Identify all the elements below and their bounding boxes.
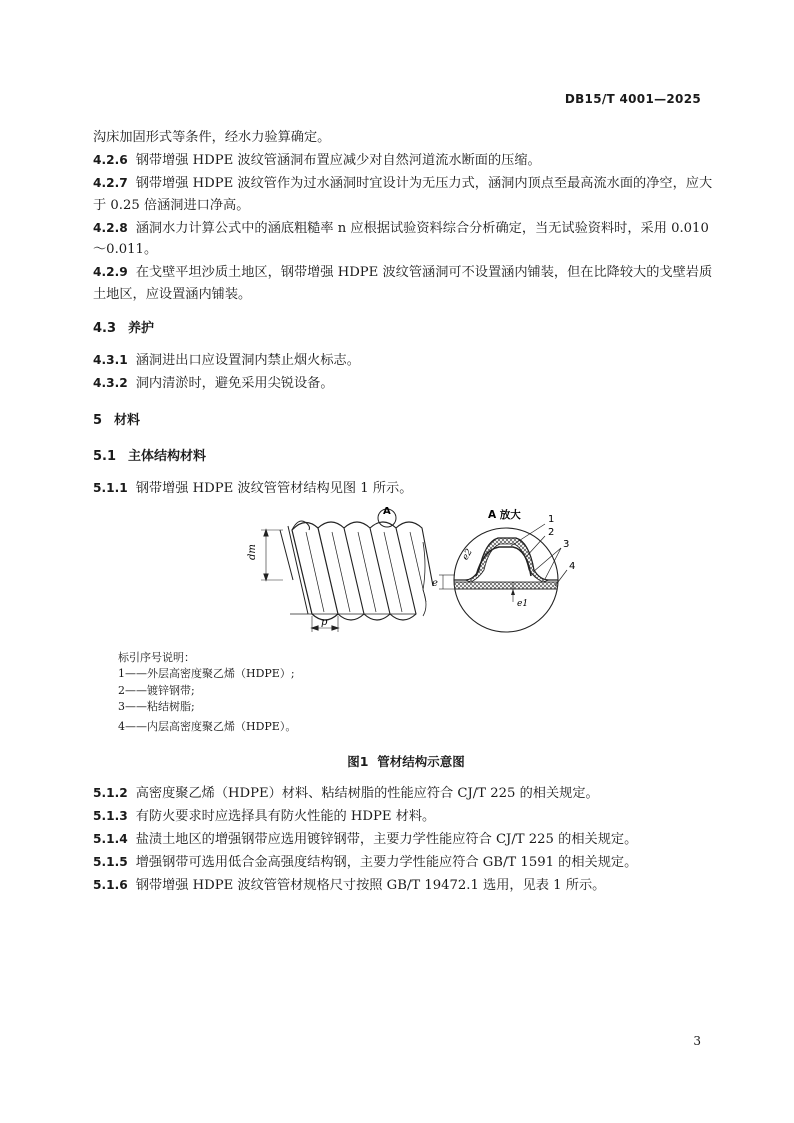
legend-item: 2——镀锌钢带; xyxy=(118,683,195,697)
label-p: p xyxy=(321,616,328,628)
legend-item: 3——粘结树脂; xyxy=(118,700,195,713)
figure-caption-text: 管材结构示意图 xyxy=(377,754,465,769)
standard-code: DB15/T 4001—2025 xyxy=(564,92,701,106)
clause-text: 钢带增强 HDPE 波纹管管材规格尺寸按照 GB/T 19472.1 选用，见表 1 所示。 xyxy=(135,877,606,893)
label-a: A xyxy=(383,505,391,517)
clause-number: 5.1.2 xyxy=(93,785,128,800)
clause-text: 钢带增强 HDPE 波纹管管材结构见图 1 所示。 xyxy=(135,481,413,496)
clause-number: 4.2.6 xyxy=(93,153,128,167)
page-number: 3 xyxy=(693,1034,701,1048)
heading-text: 材料 xyxy=(114,413,141,428)
figure-caption-number: 图1 xyxy=(347,754,369,769)
heading-number: 4.3 xyxy=(93,320,117,336)
clause-5-1-2 xyxy=(93,783,719,805)
legend-title: 标引序号说明： xyxy=(118,650,195,664)
paragraph-continuation xyxy=(93,127,719,149)
figure-pipe-structure xyxy=(93,506,719,646)
clause-text: 增强钢带可选用低合金高强度结构钢，主要力学性能应符合 GB/T 1591 的相关规定。 xyxy=(135,854,638,870)
label-dm: dm xyxy=(247,543,258,560)
legend-item: 1——外层高密度聚乙烯（HDPE）; xyxy=(118,667,295,680)
clause-text: 钢带增强 HDPE 波纹管涵洞布置应减少对自然河道流水断面的压缩。 xyxy=(135,153,541,168)
clause-5-1-6 xyxy=(93,875,719,897)
figure-legend xyxy=(118,650,719,736)
clause-number: 5.1.6 xyxy=(93,877,128,892)
legend-item: 4——内层高密度聚乙烯（HDPE）。 xyxy=(118,719,297,733)
clause-number: 4.3.2 xyxy=(93,376,128,390)
clause-4-2-7 xyxy=(93,173,719,216)
clause-4-2-6 xyxy=(93,150,719,172)
label-e2: e2 xyxy=(460,546,475,562)
clause-number: 5.1.4 xyxy=(93,831,128,846)
clause-5-1-3 xyxy=(93,806,719,828)
callout-1: 1 xyxy=(548,513,555,525)
paragraph-text: 沟床加固形式等条件，经水力验算确定。 xyxy=(93,130,331,145)
callout-2: 2 xyxy=(548,526,555,538)
clause-5-1-4 xyxy=(93,829,719,851)
heading-text: 主体结构材料 xyxy=(128,448,207,464)
heading-5-1 xyxy=(93,446,719,468)
page-content xyxy=(93,127,719,898)
clause-number: 4.2.7 xyxy=(93,176,128,190)
clause-number: 5.1.1 xyxy=(93,481,128,495)
heading-text: 养护 xyxy=(128,320,155,336)
clause-text: 钢带增强 HDPE 波纹管作为过水涵洞时宜设计为无压力式，涵洞内顶点至最高流水面的净空，应大于 0.25 倍涵洞进口净高。 xyxy=(93,176,713,213)
clause-number: 4.2.8 xyxy=(93,220,128,235)
clause-4-2-8 xyxy=(93,218,719,261)
clause-text: 盐渍土地区的增强钢带应选用镀锌钢带，主要力学性能应符合 CJ/T 225 的相关规定。 xyxy=(135,831,638,847)
clause-text: 涵洞进出口应设置洞内禁止烟火标志。 xyxy=(135,353,360,368)
clause-4-3-1 xyxy=(93,350,719,372)
label-e1: e1 xyxy=(517,598,529,609)
clause-number: 4.2.9 xyxy=(93,265,128,279)
pipe-side-view xyxy=(261,509,433,632)
clause-number: 4.3.1 xyxy=(93,353,128,367)
callout-4: 4 xyxy=(569,560,576,572)
clause-5-1-5 xyxy=(93,852,719,874)
clause-text: 有防火要求时应选择具有防火性能的 HDPE 材料。 xyxy=(135,808,436,824)
heading-5 xyxy=(93,410,719,432)
heading-4-3 xyxy=(93,318,719,340)
figure-caption xyxy=(93,751,719,773)
clause-4-2-9 xyxy=(93,262,719,305)
heading-number: 5.1 xyxy=(93,448,117,464)
clause-number: 5.1.5 xyxy=(93,854,128,869)
label-a-zoom: A 放大 xyxy=(488,508,521,521)
pipe-structure-diagram xyxy=(93,506,719,646)
magnified-detail xyxy=(439,524,568,632)
clause-4-3-2 xyxy=(93,373,719,395)
callout-3: 3 xyxy=(563,538,570,550)
label-e: e xyxy=(432,577,438,589)
clause-text: 高密度聚乙烯（HDPE）材料、粘结树脂的性能应符合 CJ/T 225 的相关规定。 xyxy=(135,785,599,801)
heading-number: 5 xyxy=(93,413,103,428)
clause-5-1-1 xyxy=(93,478,719,500)
clause-number: 5.1.3 xyxy=(93,808,128,823)
clause-text: 涵洞水力计算公式中的涵底粗糙率 n 应根据试验资料综合分析确定，当无试验资料时，采用 0.010～0.011。 xyxy=(93,220,709,257)
clause-text: 在戈壁平坦沙质土地区，钢带增强 HDPE 波纹管涵洞可不设置涵内铺装，但在比降较大的戈壁岩质土地区，应设置涵内铺装。 xyxy=(93,265,713,302)
clause-text: 洞内清淤时，避免采用尖锐设备。 xyxy=(135,376,334,391)
